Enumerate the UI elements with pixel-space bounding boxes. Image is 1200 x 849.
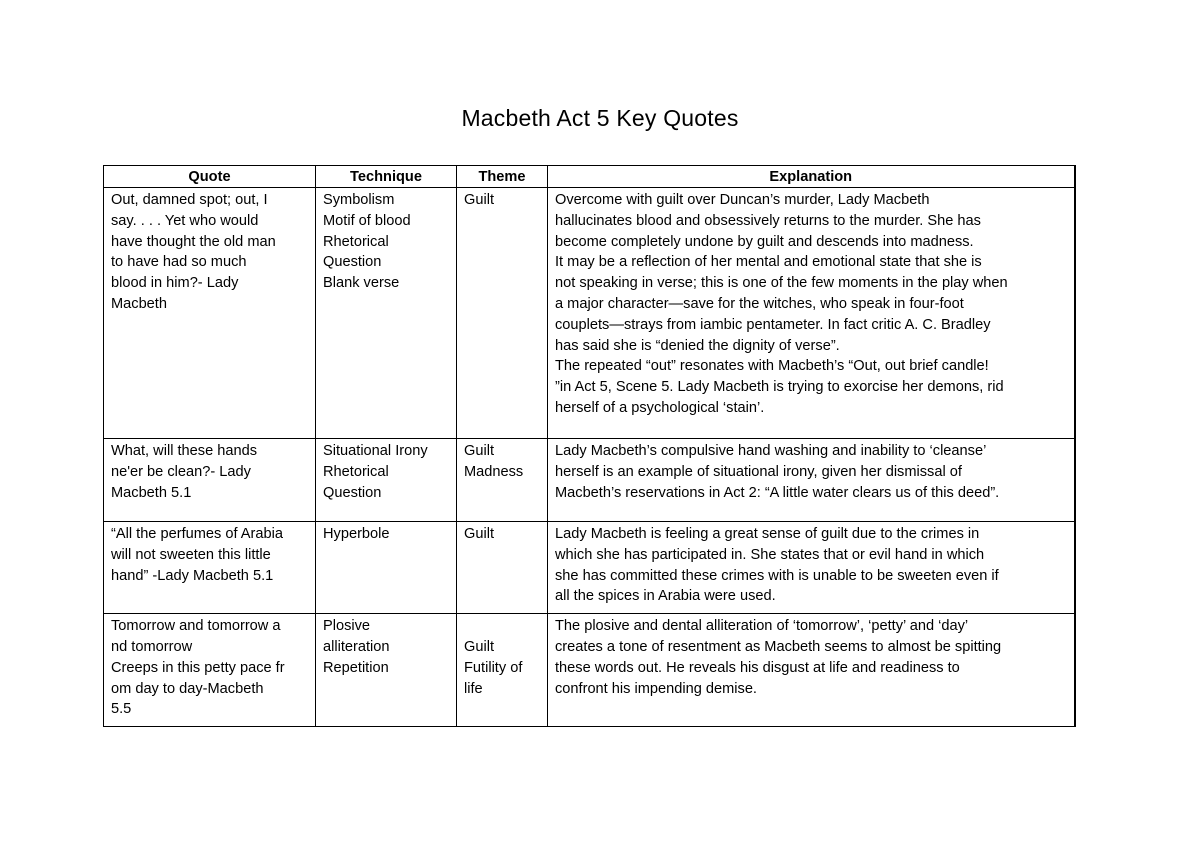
explanation-cell: [548, 522, 1075, 614]
table-row: [104, 439, 1075, 522]
quote-line: Macbeth 5.1: [111, 484, 192, 501]
quote-line: 5.5: [111, 701, 132, 718]
header-explanation: Explanation: [548, 166, 1075, 188]
technique-line: Motif of blood: [323, 212, 411, 229]
explanation-line: Lady Macbeth’s compulsive hand washing and inability to ‘cleanse’: [555, 443, 987, 459]
quote-line: Tomorrow and tomorrow a: [111, 618, 281, 635]
theme-cell: [457, 522, 548, 614]
quote-line: blood in him?- Lady: [111, 275, 239, 292]
technique-line: Question: [323, 484, 382, 501]
explanation-line: these words out. He reveals his disgust at life and readiness to: [555, 659, 960, 676]
header-theme: Theme: [457, 166, 548, 188]
theme-cell: [457, 188, 548, 439]
explanation-line: herself is an example of situational irony, given her dismissal of: [555, 463, 962, 480]
technique-cell: [316, 614, 457, 727]
quote-line: Out, damned spot; out, I: [111, 192, 268, 208]
table-row: [104, 614, 1075, 727]
explanation-line: become completely undone by guilt and descends into madness.: [555, 233, 974, 250]
quote-line: have thought the old man: [111, 233, 276, 250]
explanation-line: hallucinates blood and obsessively returns to the murder. She has: [555, 212, 981, 229]
explanation-line: ”in Act 5, Scene 5. Lady Macbeth is trying to exorcise her demons, rid: [555, 379, 1004, 396]
explanation-line: couplets—strays from iambic pentameter. In fact critic A. C. Bradley: [555, 316, 991, 333]
technique-cell: [316, 188, 457, 439]
technique-line: Situational Irony: [323, 443, 428, 459]
explanation-line: creates a tone of resentment as Macbeth seems to almost be spitting: [555, 638, 1002, 655]
quote-line: nd tomorrow: [111, 638, 193, 655]
table-row: [104, 188, 1075, 439]
explanation-line: It may be a reflection of her mental and emotional state that she is: [555, 254, 982, 271]
explanation-line: confront his impending demise.: [555, 680, 757, 697]
table-header-row: [104, 166, 1075, 188]
technique-cell: [316, 522, 457, 614]
technique-line: Hyperbole: [323, 526, 390, 542]
quote-cell: [104, 614, 316, 727]
quote-line: hand” -Lady Macbeth 5.1: [111, 567, 274, 584]
theme-line: [464, 616, 540, 637]
quote-line: will not sweeten this little: [111, 546, 271, 563]
explanation-line: herself of a psychological ‘stain’.: [555, 399, 765, 416]
quote-line: What, will these hands: [111, 443, 258, 459]
technique-line: alliteration: [323, 638, 390, 655]
theme-cell: [457, 614, 548, 727]
quote-cell: [104, 188, 316, 439]
explanation-line: she has committed these crimes with is unable to be sweeten even if: [555, 567, 999, 584]
technique-line: Symbolism: [323, 192, 395, 208]
theme-line: Guilt: [464, 192, 495, 208]
explanation-cell: [548, 439, 1075, 522]
explanation-line: has said she is “denied the dignity of verse”.: [555, 337, 840, 354]
theme-line: life: [464, 680, 483, 697]
quote-cell: [104, 439, 316, 522]
explanation-line: not speaking in verse; this is one of the few moments in the play when: [555, 275, 1008, 292]
explanation-line: which she has participated in. She states that or evil hand in which: [555, 546, 985, 563]
explanation-line: a major character—save for the witches, who speak in four-foot: [555, 295, 964, 312]
explanation-cell: [548, 614, 1075, 727]
technique-line: Blank verse: [323, 275, 400, 292]
theme-line: Madness: [464, 463, 524, 480]
quote-line: ne'er be clean?- Lady: [111, 463, 251, 480]
quote-line: “All the perfumes of Arabia: [111, 526, 283, 542]
explanation-line: Overcome with guilt over Duncan’s murder, Lady Macbeth: [555, 192, 930, 208]
explanation-line: The repeated “out” resonates with Macbeth’s “Out, out brief candle!: [555, 358, 989, 375]
page-title: Macbeth Act 5 Key Quotes: [461, 105, 739, 131]
theme-line: Guilt: [464, 526, 495, 542]
theme-line: Guilt: [464, 443, 495, 459]
explanation-line: all the spices in Arabia were used.: [555, 588, 776, 605]
technique-line: Question: [323, 254, 382, 271]
theme-cell: [457, 439, 548, 522]
explanation-line: Lady Macbeth is feeling a great sense of guilt due to the crimes in: [555, 526, 980, 542]
quote-cell: [104, 522, 316, 614]
header-technique: Technique: [316, 166, 457, 188]
explanation-line: The plosive and dental alliteration of ‘tomorrow’, ‘petty’ and ‘day’: [555, 618, 969, 635]
quote-line: say. . . . Yet who would: [111, 212, 259, 229]
explanation-cell: [548, 188, 1075, 439]
quote-line: to have had so much: [111, 254, 247, 271]
theme-line: Futility of: [464, 659, 523, 676]
quote-line: Creeps in this petty pace fr: [111, 659, 285, 676]
quotes-table: [103, 165, 1076, 727]
technique-cell: [316, 439, 457, 522]
technique-line: Rhetorical: [323, 463, 389, 480]
header-quote: Quote: [104, 166, 316, 188]
table-row: [104, 522, 1075, 614]
quote-line: om day to day-Macbeth: [111, 680, 264, 697]
theme-line: Guilt: [464, 638, 495, 655]
technique-line: Repetition: [323, 659, 389, 676]
quote-line: Macbeth: [111, 295, 167, 312]
explanation-line: Macbeth’s reservations in Act 2: “A little water clears us of this deed”.: [555, 484, 1000, 501]
technique-line: Plosive: [323, 618, 371, 635]
technique-line: Rhetorical: [323, 233, 389, 250]
